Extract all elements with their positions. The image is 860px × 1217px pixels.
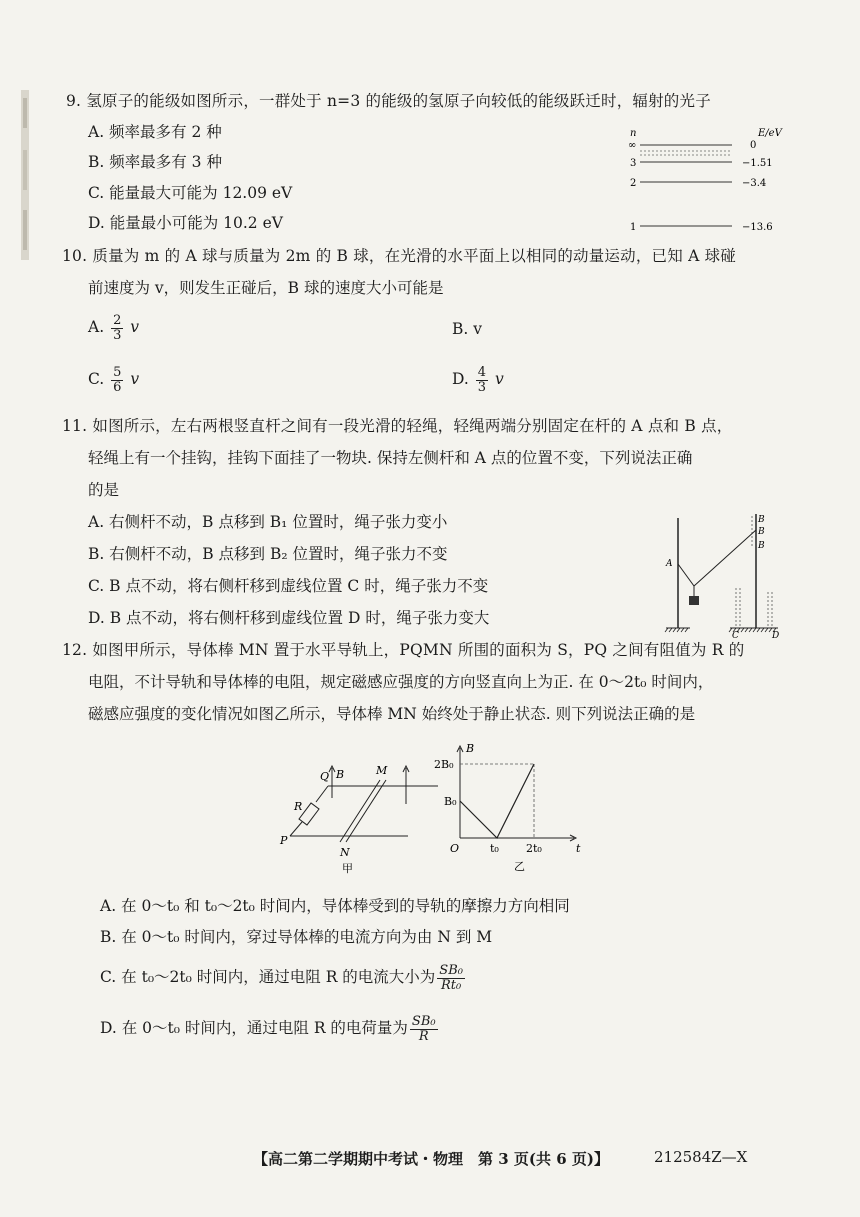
origin-label: O (450, 842, 460, 855)
denominator: 3 (113, 327, 122, 343)
q9-stem: 9. 氢原子的能级如图所示，一群处于 n=3 的能级的氢原子向较低的能级跃迁时，辐射的光子 (66, 92, 711, 110)
fraction (111, 366, 123, 394)
q12-option-d-prefix: D. 在 0～t₀ 时间内，通过电阻 R 的电荷量为 (100, 1019, 408, 1038)
q10-option-a-prefix: A. (88, 318, 105, 337)
q12-stem-line2: 电阻，不计导轨和导体棒的电阻，规定磁感应强度的方向竖直向上为正. 在 0～2t₀ 时间内， (88, 673, 714, 691)
q10-option-a-suffix: v (130, 318, 140, 337)
q10-stem-line2: 前速度为 v，则发生正碰后，B 球的速度大小可能是 (88, 279, 444, 297)
label-b-field: B (336, 768, 345, 781)
rod-mn-right (346, 780, 386, 842)
rope-rods-diagram (656, 508, 780, 640)
page-footer-title: 【高二第二学期期中考试・物理 第 3 页(共 6 页)】 (253, 1150, 609, 1168)
q12-option-c-prefix: C. 在 t₀～2t₀ 时间内，通过电阻 R 的电流大小为 (100, 968, 436, 987)
fraction (437, 964, 465, 992)
label-n: N (340, 846, 350, 859)
q10-option-d-prefix: D. (452, 370, 469, 389)
tick-2b0: 2B₀ (434, 758, 454, 771)
numerator: SB₀ (439, 963, 463, 978)
rod-mn-left (340, 780, 380, 842)
level-2-E: −3.4 (742, 178, 767, 189)
wire-pq-top (316, 786, 328, 802)
label-b2: B (758, 541, 765, 551)
q9-option-c: C. 能量最大可能为 12.09 eV (88, 184, 293, 202)
label-c: C (732, 631, 739, 641)
rope (678, 530, 756, 586)
energy-level-diagram (620, 124, 790, 236)
numerator: 4 (477, 365, 487, 380)
figure-jia (268, 756, 448, 876)
block (689, 596, 699, 605)
t-axis-label: t (576, 842, 581, 855)
q10-option-d (452, 366, 504, 394)
q12-option-a: A. 在 0～t₀ 和 t₀～2t₀ 时间内，导体棒受到的导轨的摩擦力方向相同 (100, 897, 570, 915)
level-1-E: −13.6 (742, 222, 773, 233)
label-q: Q (320, 770, 330, 783)
q9-option-a: A. 频率最多有 2 种 (88, 123, 222, 141)
tick-b0: B₀ (444, 795, 457, 808)
label-r: R (294, 800, 303, 813)
q12-stem-line1: 12. 如图甲所示，导体棒 MN 置于水平导轨上，PQMN 所围的面积为 S，PQ 之间有阻值为 R 的 (62, 641, 745, 659)
q12-stem-line3: 磁感应强度的变化情况如图乙所示，导体棒 MN 始终处于静止状态. 则下列说法正确的是 (88, 705, 696, 723)
caption-yi: 乙 (514, 860, 525, 873)
q11-option-c: C. B 点不动，将右侧杆移到虚线位置 C 时，绳子张力不变 (88, 577, 489, 595)
q12-option-c (100, 964, 467, 992)
b-axis-label: B (466, 742, 475, 755)
q10-option-c-suffix: v (130, 370, 140, 389)
level-3-n: 3 (630, 158, 637, 169)
energy-axis-label: E/eV (758, 128, 782, 139)
q11-option-b: B. 右侧杆不动，B 点移到 B₂ 位置时，绳子张力不变 (88, 545, 448, 563)
denominator: R (418, 1028, 429, 1044)
label-p: P (280, 834, 288, 847)
level-1-n: 1 (630, 222, 637, 233)
q9-option-d: D. 能量最小可能为 10.2 eV (88, 214, 283, 232)
scan-edge-marks (18, 80, 38, 270)
q11-option-a: A. 右侧杆不动，B 点移到 B₁ 位置时，绳子张力变小 (88, 513, 448, 531)
q10-option-d-suffix: v (494, 370, 504, 389)
level-3-E: −1.51 (742, 158, 773, 169)
q10-option-c-prefix: C. (88, 370, 105, 389)
n-axis-label: n (630, 128, 637, 139)
denominator: Rt₀ (441, 977, 462, 993)
denominator: 3 (477, 379, 487, 395)
q10-stem-line1: 10. 质量为 m 的 A 球与质量为 2m 的 B 球，在光滑的水平面上以相同的动量运动，已知 A 球碰 (62, 247, 736, 265)
label-b1: B (758, 527, 765, 537)
q12-option-b: B. 在 0～t₀ 时间内，穿过导体棒的电流方向为由 N 到 M (100, 928, 493, 946)
caption-jia: 甲 (342, 862, 353, 875)
fraction (111, 314, 123, 342)
q11-option-d: D. B 点不动，将右侧杆移到虚线位置 D 时，绳子张力变大 (88, 609, 490, 627)
fraction (410, 1015, 438, 1043)
wire-pq-bottom (290, 822, 302, 836)
level-2-n: 2 (630, 178, 637, 189)
fraction (476, 366, 488, 394)
q11-stem-line2: 轻绳上有一个挂钩，挂钩下面挂了一物块. 保持左侧杆和 A 点的位置不变，下列说法正确 (88, 449, 693, 467)
figure-yi-graph (434, 740, 588, 876)
left-ground-hatch (665, 628, 688, 632)
q11-stem-line1: 11. 如图所示，左右两根竖直杆之间有一段光滑的轻绳，轻绳两端分别固定在杆的 A 点和 B 点， (62, 417, 733, 435)
label-a: A (666, 559, 673, 569)
numerator: SB₀ (411, 1014, 436, 1029)
exam-code: 212584Z—X (654, 1148, 748, 1166)
numerator: 5 (113, 365, 122, 380)
q12-option-d (100, 1015, 440, 1043)
q9-option-b: B. 频率最多有 3 种 (88, 153, 222, 171)
label-m: M (376, 764, 388, 777)
q10-option-a (88, 314, 139, 342)
tick-2t0: 2t₀ (526, 842, 542, 855)
q11-stem-line3: 的是 (88, 481, 120, 499)
level-inf-E: 0 (750, 140, 757, 151)
numerator: 2 (113, 313, 122, 328)
level-inf-n: ∞ (628, 140, 637, 151)
denominator: 6 (113, 379, 122, 395)
tick-t0: t₀ (490, 842, 499, 855)
q10-option-b: B. v (452, 320, 483, 338)
b-t-series-line (460, 764, 534, 838)
q10-option-c (88, 366, 139, 394)
label-b: B (758, 515, 765, 525)
label-d: D (772, 631, 780, 641)
